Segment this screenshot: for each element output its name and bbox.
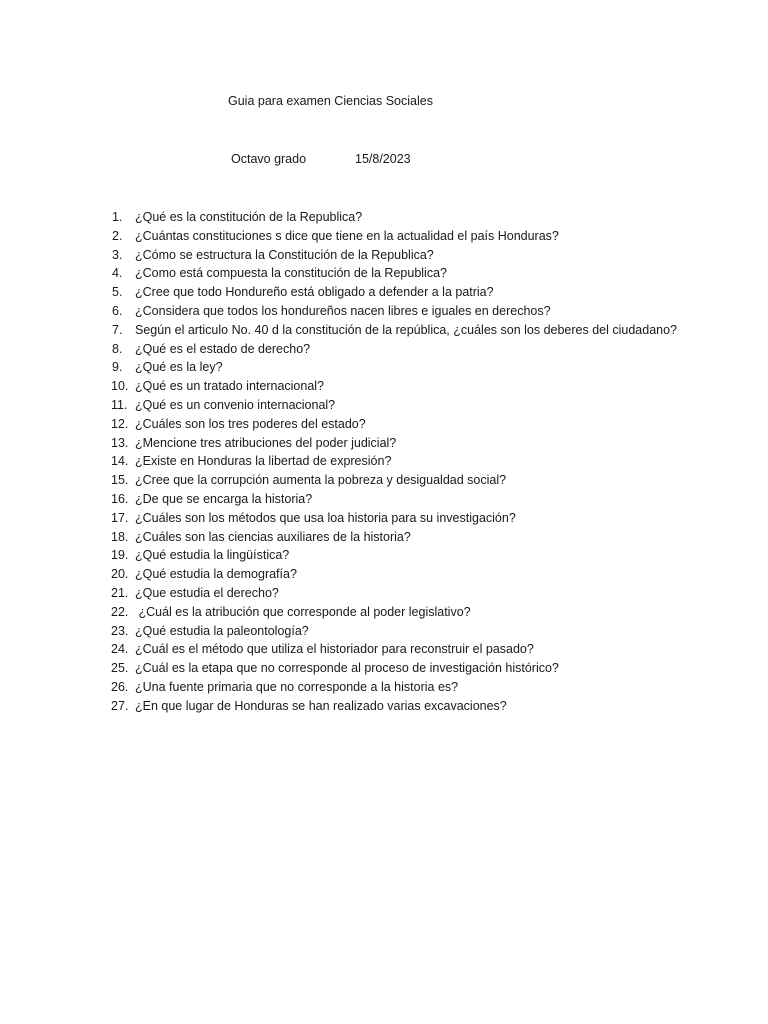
question-number: 19. [111, 548, 129, 563]
question-text: Según el articulo No. 40 d la constitución de la república, ¿cuáles son los deberes del ciudadano? [135, 322, 678, 337]
document-subtitle [231, 152, 411, 166]
question-item [108, 283, 677, 302]
question-item [108, 640, 677, 659]
question-item [108, 302, 677, 321]
question-item [108, 415, 677, 434]
question-text: ¿Como está compuesta la constitución de la Republica? [135, 266, 447, 281]
question-text: ¿Cree que la corrupción aumenta la pobreza y desigualdad social? [135, 473, 507, 488]
question-item [108, 396, 677, 415]
question-number: 10. [111, 379, 129, 394]
question-number: 3. [112, 247, 123, 262]
question-number: 16. [111, 491, 129, 506]
question-text: ¿Que estudia el derecho? [135, 585, 279, 600]
question-text: ¿Cuáles son los tres poderes del estado? [135, 416, 366, 431]
question-number: 9. [112, 360, 123, 375]
question-number: 4. [112, 266, 123, 281]
question-item [108, 434, 677, 453]
question-text: ¿Qué es la ley? [135, 360, 223, 375]
question-number: 24. [111, 642, 129, 657]
question-number: 15. [111, 473, 129, 488]
question-number: 2. [112, 228, 123, 243]
question-number: 5. [112, 285, 123, 300]
question-number: 13. [111, 435, 129, 450]
question-number: 7. [112, 322, 123, 337]
question-text: ¿Qué es el estado de derecho? [135, 341, 311, 356]
question-item [108, 321, 677, 340]
question-item [108, 208, 677, 227]
question-item [108, 227, 677, 246]
grade-label: Octavo grado [231, 152, 307, 166]
question-text: ¿Qué estudia la paleontología? [135, 623, 309, 638]
question-item [108, 565, 677, 584]
question-item [108, 452, 677, 471]
question-number: 11. [111, 397, 128, 412]
question-item [108, 490, 677, 509]
document-title: Guia para examen Ciencias Sociales [228, 94, 433, 108]
question-text: ¿Existe en Honduras la libertad de expresión? [135, 454, 392, 469]
question-text: ¿Cuántas constituciones s dice que tiene en la actualidad el país Honduras? [135, 228, 559, 243]
question-item [108, 246, 677, 265]
question-text: ¿Qué es la constitución de la Republica? [135, 210, 363, 224]
question-number: 1. [112, 210, 123, 224]
question-text: ¿Una fuente primaria que no corresponde a la historia es? [135, 679, 459, 694]
question-text: ¿Qué es un tratado internacional? [135, 379, 325, 394]
question-item [108, 678, 677, 697]
question-item [108, 509, 677, 528]
question-item [108, 659, 677, 678]
question-number: 22. [111, 604, 129, 619]
question-number: 26. [111, 679, 129, 694]
question-number: 20. [111, 567, 129, 582]
question-text: ¿Cuál es la etapa que no corresponde al proceso de investigación histórico? [135, 661, 559, 676]
question-text: ¿Qué es un convenio internacional? [135, 397, 336, 412]
question-number: 23. [111, 623, 129, 638]
question-item [108, 358, 677, 377]
question-text: ¿Cómo se estructura la Constitución de la Republica? [135, 247, 434, 262]
question-item [108, 603, 677, 622]
question-text: ¿Cuáles son las ciencias auxiliares de la historia? [135, 529, 411, 544]
question-number: 25. [111, 661, 129, 676]
question-number: 27. [111, 698, 129, 713]
question-number: 18. [111, 529, 129, 544]
question-number: 12. [111, 416, 129, 431]
question-text: ¿Cuáles son los métodos que usa loa historia para su investigación? [135, 510, 516, 525]
question-number: 6. [112, 303, 123, 318]
question-text: ¿Cuál es el método que utiliza el historiador para reconstruir el pasado? [135, 642, 534, 657]
question-text: ¿Cuál es la atribución que corresponde al poder legislativo? [135, 604, 471, 619]
question-text: ¿Considera que todos los hondureños nacen libres e iguales en derechos? [135, 303, 551, 318]
question-item [108, 546, 677, 565]
question-item [108, 340, 677, 359]
question-text: ¿En que lugar de Honduras se han realizado varias excavaciones? [135, 698, 507, 713]
question-item [108, 622, 677, 641]
question-text: ¿Mencione tres atribuciones del poder judicial? [135, 435, 397, 450]
date-label: 15/8/2023 [355, 152, 411, 166]
question-item [108, 697, 677, 716]
question-number: 14. [111, 454, 129, 469]
question-number: 21. [111, 585, 129, 600]
question-text: ¿De que se encarga la historia? [135, 491, 313, 506]
question-item [108, 528, 677, 547]
question-item [108, 264, 677, 283]
question-list [108, 208, 677, 716]
question-text: ¿Qué estudia la lingüística? [135, 548, 290, 563]
question-text: ¿Cree que todo Hondureño está obligado a defender a la patria? [135, 285, 494, 300]
question-number: 17. [111, 510, 129, 525]
question-item [108, 584, 677, 603]
question-item [108, 377, 677, 396]
question-item [108, 471, 677, 490]
question-text: ¿Qué estudia la demografía? [135, 567, 297, 582]
question-number: 8. [112, 341, 123, 356]
